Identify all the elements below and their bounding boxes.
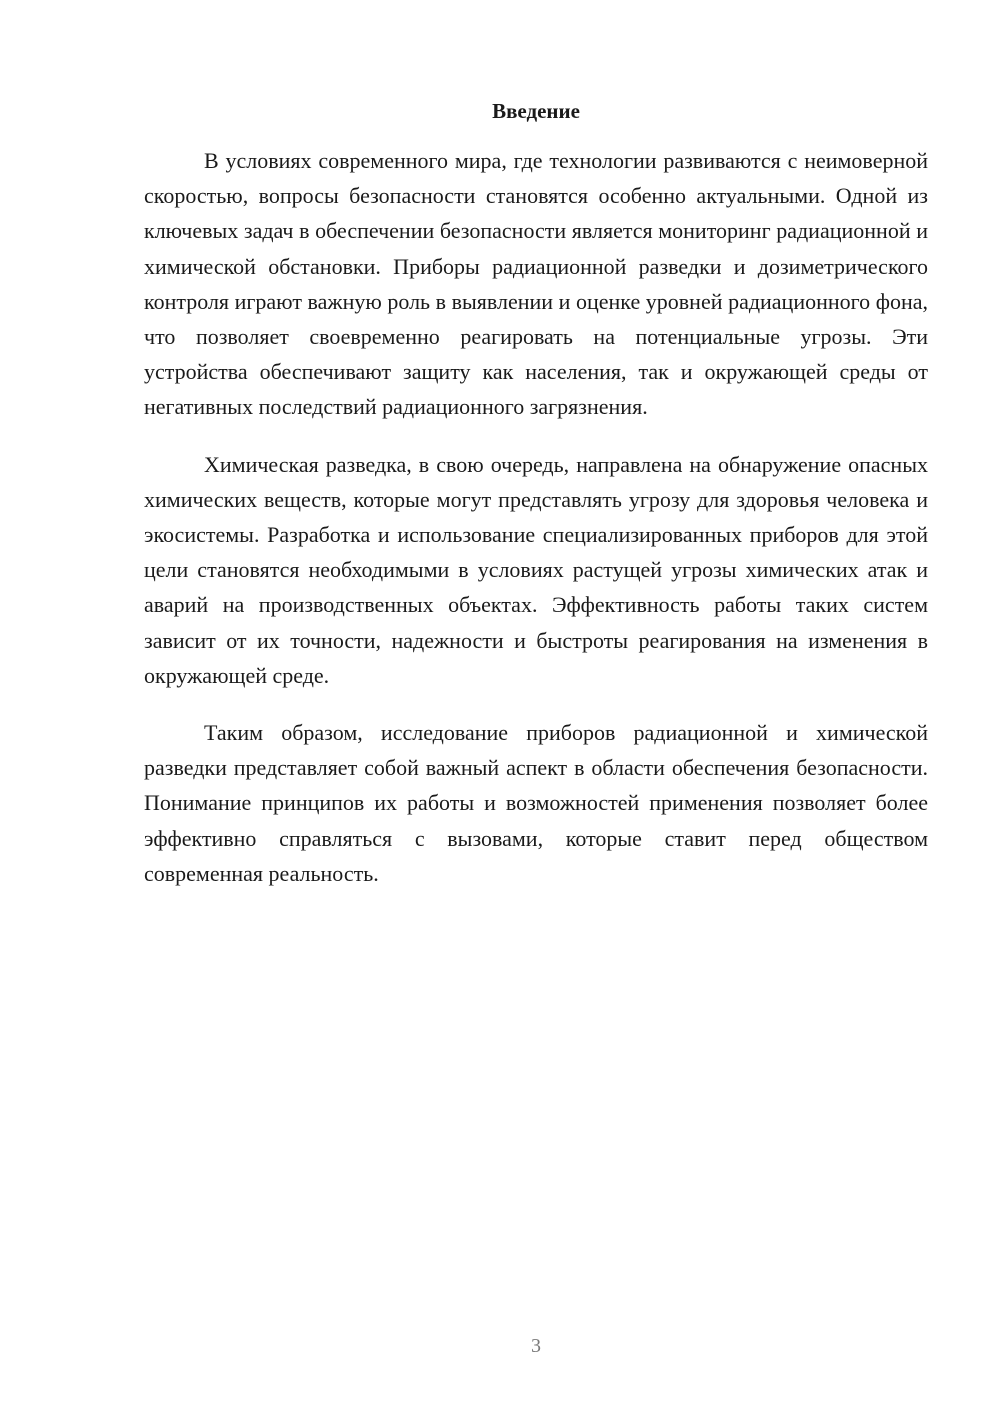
page-number: 3 [531, 1335, 541, 1357]
paragraph-3: Таким образом, исследование приборов радиационной и химической разведки представляет собой важный аспект в области обеспечения безопасности. Понимание принципов их работы и возможностей применения позволяет более эффективно справляться с вызовами, которые ставит перед обществом современная реальность. [144, 720, 928, 886]
section-heading: Введение [492, 99, 580, 123]
paragraph-2: Химическая разведка, в свою очередь, направлена на обнаружение опасных химических веществ, которые могут представлять угрозу для здоровья человека и экосистемы. Разработка и использование специализированных приборов для этой цели становятся необходимыми в условиях растущей угрозы химических атак и аварий на производственных объектах. Эффективность работы таких систем зависит от их точности, надежности и быстроты реагирования на изменения в окружающей среде. [144, 451, 928, 688]
paragraph-1: В условиях современного мира, где технологии развиваются с неимоверной скоростью, вопросы безопасности становятся особенно актуальными. Одной из ключевых задач в обеспечении безопасности является мониторинг радиационной и химической обстановки. Приборы радиационной разведки и дозиметрического контроля играют важную роль в выявлении и оценке уровней радиационного фона, что позволяет своевременно реагировать на потенциальные угрозы. Эти устройства обеспечивают защиту как населения, так и окружающей среды от негативных последствий радиационного загрязнения. [144, 148, 928, 420]
body-text [144, 143, 928, 913]
